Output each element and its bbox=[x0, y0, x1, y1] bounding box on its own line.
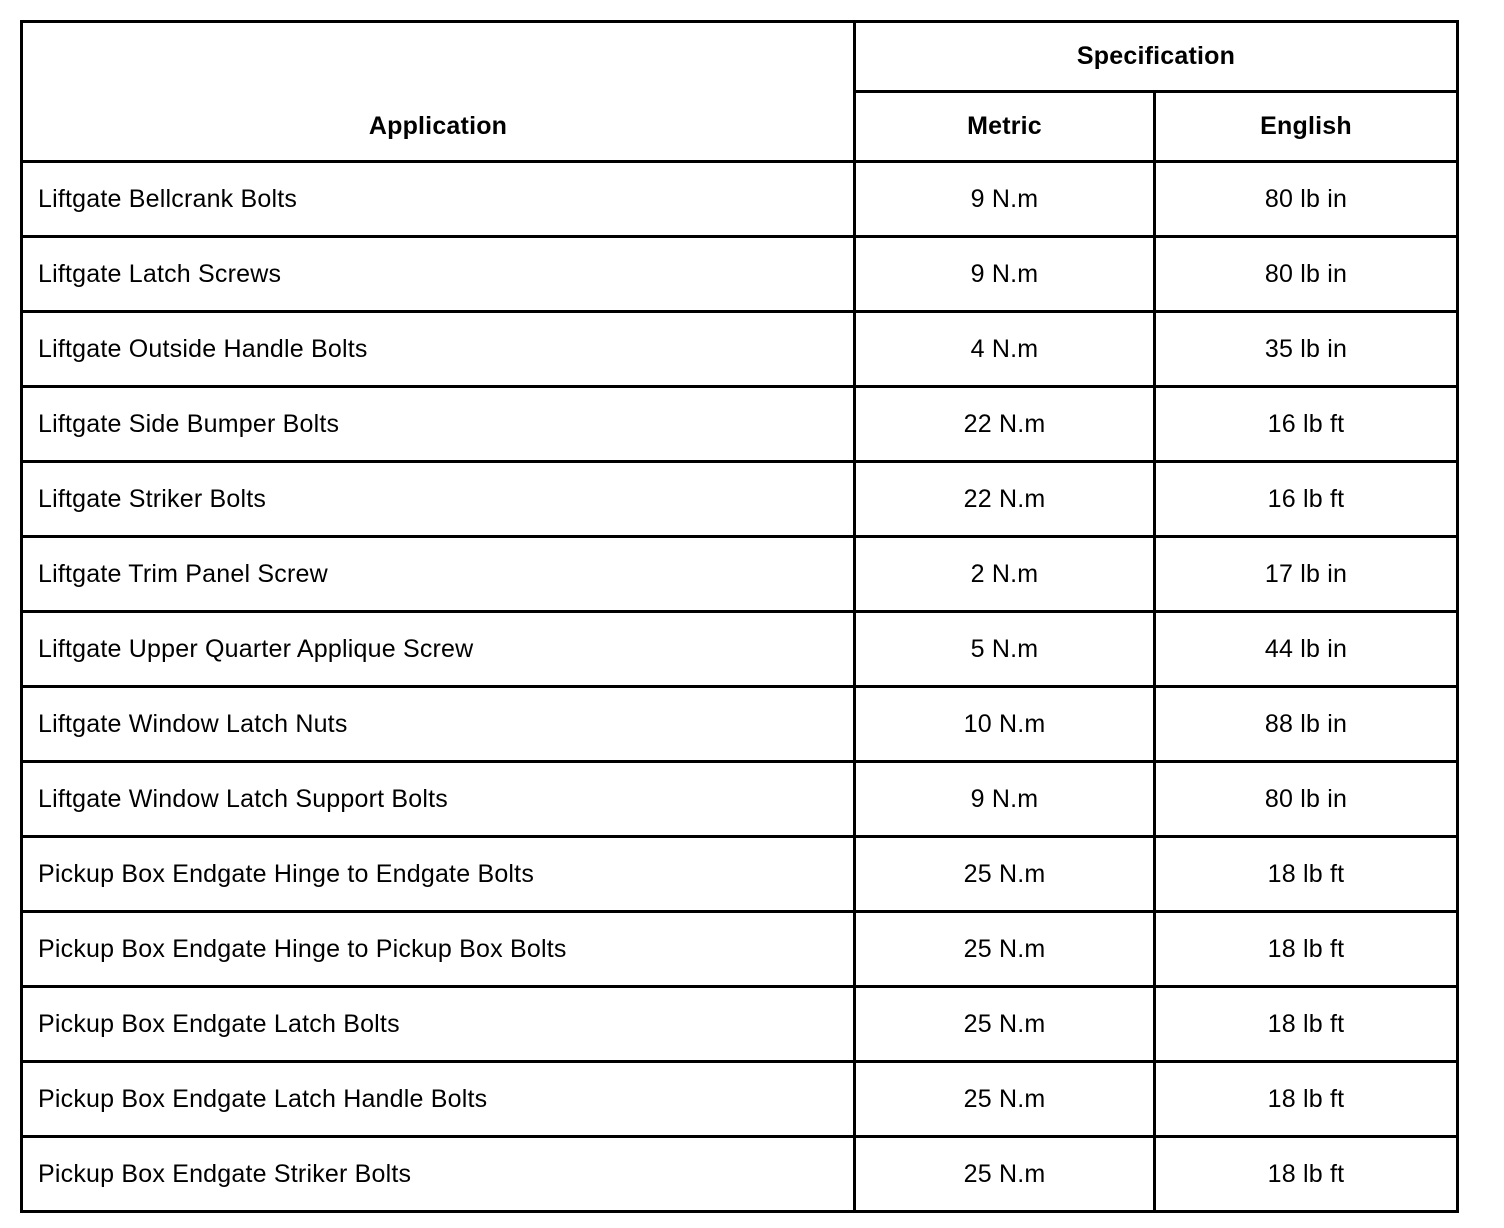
table-row bbox=[22, 987, 1458, 1062]
application-cell: Pickup Box Endgate Striker Bolts bbox=[22, 1137, 855, 1212]
english-cell: 16 lb ft bbox=[1155, 387, 1458, 462]
english-cell: 88 lb in bbox=[1155, 687, 1458, 762]
table-row bbox=[22, 387, 1458, 462]
header-row-top bbox=[22, 22, 1458, 92]
metric-cell: 4 N.m bbox=[855, 312, 1155, 387]
table-header bbox=[22, 22, 1458, 162]
english-cell: 18 lb ft bbox=[1155, 987, 1458, 1062]
english-cell: 18 lb ft bbox=[1155, 912, 1458, 987]
english-column-header: English bbox=[1155, 92, 1458, 162]
table-row bbox=[22, 312, 1458, 387]
english-cell: 18 lb ft bbox=[1155, 837, 1458, 912]
application-column-header: Application bbox=[22, 22, 855, 162]
metric-cell: 25 N.m bbox=[855, 1062, 1155, 1137]
metric-cell: 9 N.m bbox=[855, 237, 1155, 312]
metric-cell: 25 N.m bbox=[855, 1137, 1155, 1212]
table-row bbox=[22, 537, 1458, 612]
english-cell: 80 lb in bbox=[1155, 162, 1458, 237]
application-cell: Liftgate Trim Panel Screw bbox=[22, 537, 855, 612]
application-cell: Liftgate Window Latch Support Bolts bbox=[22, 762, 855, 837]
metric-column-header: Metric bbox=[855, 92, 1155, 162]
english-cell: 80 lb in bbox=[1155, 762, 1458, 837]
application-cell: Liftgate Bellcrank Bolts bbox=[22, 162, 855, 237]
application-cell: Pickup Box Endgate Hinge to Pickup Box Bolts bbox=[22, 912, 855, 987]
application-cell: Liftgate Outside Handle Bolts bbox=[22, 312, 855, 387]
metric-cell: 9 N.m bbox=[855, 162, 1155, 237]
application-cell: Liftgate Striker Bolts bbox=[22, 462, 855, 537]
table-row bbox=[22, 912, 1458, 987]
english-cell: 80 lb in bbox=[1155, 237, 1458, 312]
metric-cell: 25 N.m bbox=[855, 987, 1155, 1062]
metric-cell: 5 N.m bbox=[855, 612, 1155, 687]
application-cell: Liftgate Side Bumper Bolts bbox=[22, 387, 855, 462]
english-cell: 35 lb in bbox=[1155, 312, 1458, 387]
table-body bbox=[22, 162, 1458, 1212]
metric-cell: 25 N.m bbox=[855, 837, 1155, 912]
table-row bbox=[22, 462, 1458, 537]
specification-column-header: Specification bbox=[855, 22, 1458, 92]
application-cell: Liftgate Window Latch Nuts bbox=[22, 687, 855, 762]
english-cell: 17 lb in bbox=[1155, 537, 1458, 612]
english-cell: 18 lb ft bbox=[1155, 1062, 1458, 1137]
table-row bbox=[22, 237, 1458, 312]
metric-cell: 9 N.m bbox=[855, 762, 1155, 837]
english-cell: 16 lb ft bbox=[1155, 462, 1458, 537]
metric-cell: 22 N.m bbox=[855, 462, 1155, 537]
table-row bbox=[22, 837, 1458, 912]
table-row bbox=[22, 762, 1458, 837]
table-row bbox=[22, 1062, 1458, 1137]
torque-spec-table bbox=[20, 20, 1459, 1213]
english-cell: 18 lb ft bbox=[1155, 1137, 1458, 1212]
table-row bbox=[22, 1137, 1458, 1212]
application-cell: Pickup Box Endgate Latch Bolts bbox=[22, 987, 855, 1062]
table-row bbox=[22, 612, 1458, 687]
metric-cell: 25 N.m bbox=[855, 912, 1155, 987]
application-cell: Liftgate Upper Quarter Applique Screw bbox=[22, 612, 855, 687]
application-cell: Pickup Box Endgate Hinge to Endgate Bolts bbox=[22, 837, 855, 912]
application-cell: Pickup Box Endgate Latch Handle Bolts bbox=[22, 1062, 855, 1137]
table-row bbox=[22, 162, 1458, 237]
english-cell: 44 lb in bbox=[1155, 612, 1458, 687]
metric-cell: 10 N.m bbox=[855, 687, 1155, 762]
metric-cell: 22 N.m bbox=[855, 387, 1155, 462]
table-row bbox=[22, 687, 1458, 762]
application-cell: Liftgate Latch Screws bbox=[22, 237, 855, 312]
metric-cell: 2 N.m bbox=[855, 537, 1155, 612]
